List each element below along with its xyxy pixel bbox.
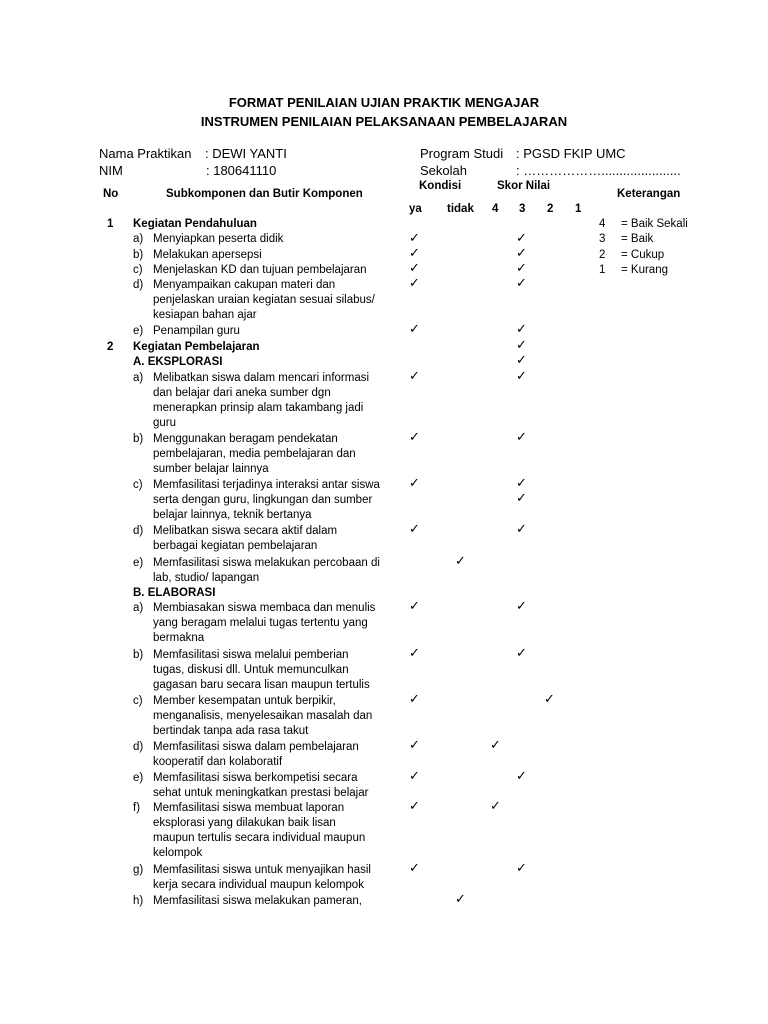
item-letter: e) (133, 772, 144, 784)
item-letter: d) (133, 741, 144, 753)
legend-text: = Kurang (621, 264, 668, 276)
item-text: maupun tertulis secara individual maupun (153, 832, 366, 844)
check-ya-icon: ✓ (409, 692, 420, 707)
legend-num: 1 (599, 264, 606, 276)
item-text: dan belajar dari aneka sumber dgn (153, 387, 331, 399)
header-score-2: 2 (547, 203, 554, 215)
document-title: FORMAT PENILAIAN UJIAN PRAKTIK MENGAJAR (228, 95, 540, 110)
check-score-3-icon: ✓ (516, 369, 527, 384)
item-text: gagasan baru secara lisan maupun tertulis (153, 679, 370, 691)
item-text: berbagai kegiatan pembelajaran (153, 540, 318, 552)
nama-value: : DEWI YANTI (205, 146, 287, 161)
check-score-3-icon: ✓ (516, 522, 527, 537)
header-skor-nilai: Skor Nilai (497, 180, 551, 192)
header-score-1: 1 (575, 203, 582, 215)
check-score-3-icon: ✓ (516, 769, 527, 784)
item-text: tugas, diskusi dll. Untuk memunculkan (153, 664, 349, 676)
sekolah-label: Sekolah (420, 163, 467, 178)
header-ya: ya (409, 203, 422, 215)
item-text: bertindak tanpa ada rasa takut (153, 725, 309, 737)
check-ya-icon: ✓ (409, 246, 420, 261)
check-score-3-icon: ✓ (516, 276, 527, 291)
item-text: Memfasilitasi siswa berkompetisi secara (153, 772, 358, 784)
item-letter: h) (133, 895, 144, 907)
check-tidak-icon: ✓ (455, 554, 466, 569)
item-letter: c) (133, 479, 143, 491)
check-score-4-icon: ✓ (490, 799, 501, 814)
legend-num: 2 (599, 249, 606, 261)
item-letter: a) (133, 233, 144, 245)
prodi-value: : PGSD FKIP UMC (516, 146, 626, 161)
check-score-3-icon: ✓ (516, 246, 527, 261)
check-ya-icon: ✓ (409, 738, 420, 753)
subsection-title: A. EKSPLORASI (133, 356, 223, 368)
item-text: penjelaskan uraian kegiatan sesuai silabus/ (153, 294, 375, 306)
check-tidak-icon: ✓ (455, 892, 466, 907)
item-text: Memfasilitasi siswa dalam pembelajaran (153, 741, 359, 753)
check-score-3-icon: ✓ (516, 231, 527, 246)
nim-value: : 180641110 (206, 163, 277, 178)
item-text: sehat untuk meningkatkan prestasi belajar (153, 787, 369, 799)
document-subtitle: INSTRUMEN PENILAIAN PELAKSANAAN PEMBELAJARAN (200, 114, 568, 129)
header-kondisi: Kondisi (419, 180, 462, 192)
item-text: Menyampaikan cakupan materi dan (153, 279, 336, 291)
item-text: kerja secara individual maupun kelompok (153, 879, 364, 891)
item-text: sumber belajar lainnya (153, 463, 269, 475)
item-letter: f) (133, 802, 141, 814)
check-ya-icon: ✓ (409, 430, 420, 445)
check-ya-icon: ✓ (409, 522, 420, 537)
check-score-3-icon: ✓ (516, 353, 527, 368)
check-score-3-icon: ✓ (516, 646, 527, 661)
header-keterangan: Keterangan (617, 188, 681, 200)
item-text: belajar lainnya, teknik bertanya (153, 509, 312, 521)
item-text: Menggunakan beragam pendekatan (153, 433, 338, 445)
item-text: menganalisis, menyelesaikan masalah dan (153, 710, 373, 722)
item-letter: a) (133, 602, 144, 614)
check-score-2-icon: ✓ (544, 692, 555, 707)
item-letter: c) (133, 264, 143, 276)
check-ya-icon: ✓ (409, 261, 420, 276)
header-score-4: 4 (492, 203, 499, 215)
item-text: Memfasilitasi siswa melalui pemberian (153, 649, 349, 661)
item-letter: b) (133, 249, 144, 261)
item-text: Melibatkan siswa dalam mencari informasi (153, 372, 370, 384)
item-letter: b) (133, 433, 144, 445)
item-text: Member kesempatan untuk berpikir, (153, 695, 336, 707)
legend-num: 3 (599, 233, 606, 245)
item-letter: d) (133, 525, 144, 537)
nim-label: NIM (99, 163, 123, 178)
item-letter: a) (133, 372, 144, 384)
item-letter: e) (133, 557, 144, 569)
item-text: menerapkan prinsip alam takambang jadi (153, 402, 364, 414)
item-text: yang beragam melalui tugas tertentu yang (153, 617, 368, 629)
item-letter: e) (133, 325, 144, 337)
section-title: Kegiatan Pembelajaran (133, 341, 260, 353)
item-text: Membiasakan siswa membaca dan menulis (153, 602, 376, 614)
header-no: No (103, 188, 119, 200)
check-score-3-icon: ✓ (516, 861, 527, 876)
item-text: pembelajaran, media pembelajaran dan (153, 448, 356, 460)
legend-text: = Baik Sekali (621, 218, 688, 230)
check-ya-icon: ✓ (409, 476, 420, 491)
item-letter: d) (133, 279, 144, 291)
section-number: 1 (107, 218, 114, 230)
check-ya-icon: ✓ (409, 646, 420, 661)
item-text: Melakukan apersepsi (153, 249, 262, 261)
check-ya-icon: ✓ (409, 861, 420, 876)
legend-text: = Baik (621, 233, 654, 245)
check-score-3-icon: ✓ (516, 322, 527, 337)
item-text: Memfasilitasi siswa melakukan percobaan di (153, 557, 380, 569)
section-title: Kegiatan Pendahuluan (133, 218, 257, 230)
item-text: bermakna (153, 632, 205, 644)
prodi-label: Program Studi (420, 146, 504, 161)
item-text: kesiapan bahan ajar (153, 309, 257, 321)
item-text: kooperatif dan kolaboratif (153, 756, 283, 768)
legend-num: 4 (599, 218, 606, 230)
check-ya-icon: ✓ (409, 276, 420, 291)
item-text: Menjelaskan KD dan tujuan pembelajaran (153, 264, 367, 276)
header-subkomponen: Subkomponen dan Butir Komponen (166, 188, 363, 200)
item-text: Memfasilitasi siswa untuk menyajikan hasil (153, 864, 371, 876)
nama-label: Nama Praktikan (99, 146, 192, 161)
check-score-3-icon: ✓ (516, 430, 527, 445)
check-score-3-icon: ✓ (516, 338, 527, 353)
check-score-3-icon: ✓ (516, 476, 527, 491)
item-letter: g) (133, 864, 144, 876)
check-ya-icon: ✓ (409, 599, 420, 614)
item-text: lab, studio/ lapangan (153, 572, 260, 584)
header-tidak: tidak (447, 203, 474, 215)
check-ya-icon: ✓ (409, 799, 420, 814)
item-letter: b) (133, 649, 144, 661)
item-text: Memfasilitasi terjadinya interaksi antar siswa (153, 479, 380, 491)
item-text: serta dengan guru, lingkungan dan sumber (153, 494, 373, 506)
subsection-title: B. ELABORASI (133, 587, 216, 599)
legend-text: = Cukup (621, 249, 665, 261)
check-score-3-icon: ✓ (516, 599, 527, 614)
check-score-3-icon: ✓ (516, 261, 527, 276)
item-text: guru (153, 417, 177, 429)
check-score-3-icon: ✓ (516, 491, 527, 506)
item-text: Melibatkan siswa secara aktif dalam (153, 525, 338, 537)
item-letter: c) (133, 695, 143, 707)
check-ya-icon: ✓ (409, 322, 420, 337)
check-ya-icon: ✓ (409, 231, 420, 246)
check-score-4-icon: ✓ (490, 738, 501, 753)
item-text: Menyiapkan peserta didik (153, 233, 284, 245)
check-ya-icon: ✓ (409, 369, 420, 384)
sekolah-value: : ………………...................... (516, 163, 681, 178)
item-text: eksplorasi yang dilakukan baik lisan (153, 817, 336, 829)
item-text: kelompok (153, 847, 203, 859)
check-ya-icon: ✓ (409, 769, 420, 784)
section-number: 2 (107, 341, 114, 353)
item-text: Memfasilitasi siswa melakukan pameran, (153, 895, 362, 907)
item-text: Penampilan guru (153, 325, 240, 337)
item-text: Memfasilitasi siswa membuat laporan (153, 802, 345, 814)
header-score-3: 3 (519, 203, 526, 215)
